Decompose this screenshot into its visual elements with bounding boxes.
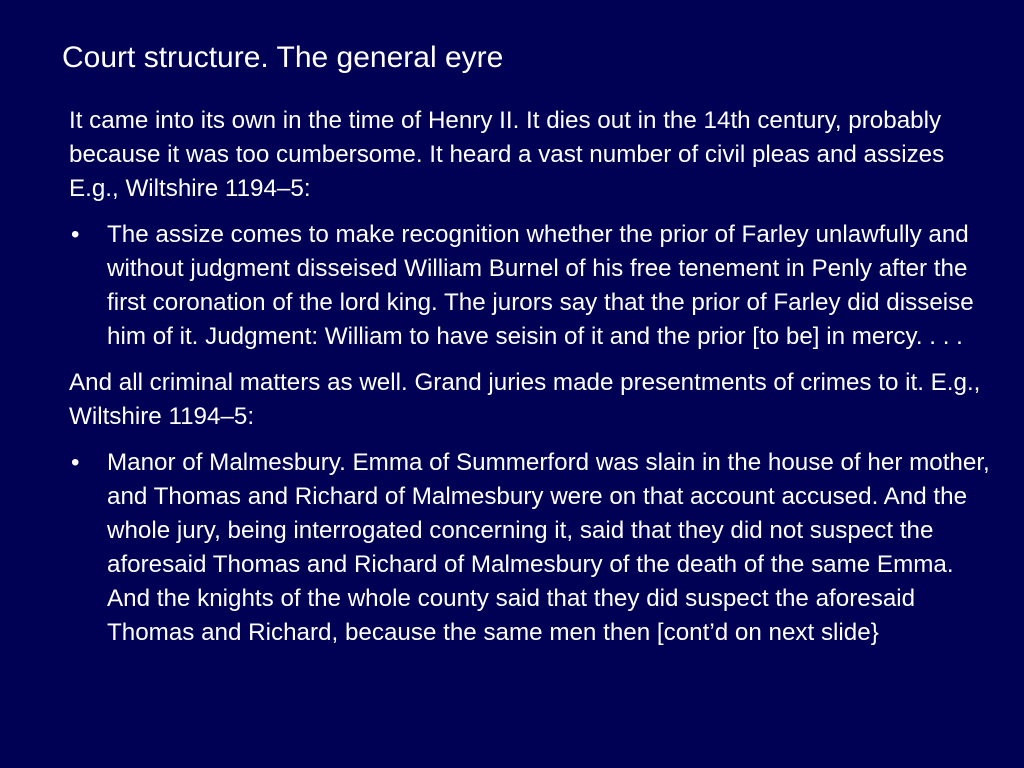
bullet-civil-plea-example xyxy=(69,218,999,354)
bullet-criminal-example xyxy=(69,446,999,650)
bullet-marker: • xyxy=(71,221,80,248)
criminal-paragraph: And all criminal matters as well. Grand juries made presentments of crimes to it. E.g., Wiltshire 1194–5: xyxy=(69,369,981,430)
bullet-text: The assize comes to make recognition whether the prior of Farley unlawfully and without judgment disseised William Burnel of his free tenement in Penly after the first coronation of the lord king. The jurors say that the prior of Farley did disseise him of it. Judgment: William to have seisin of it and the prior [to be] in mercy. . . . xyxy=(107,221,974,350)
bullet-marker: • xyxy=(71,449,80,476)
slide-body xyxy=(69,104,999,662)
intro-paragraph: It came into its own in the time of Henry II. It dies out in the 14th century, probably because it was too cumbersome. It heard a vast number of civil pleas and assizes E.g., Wiltshire 1194–5: xyxy=(69,107,945,202)
slide-title: Court structure. The general eyre xyxy=(62,41,504,74)
bullet-text: Manor of Malmesbury. Emma of Summerford was slain in the house of her mother, and Thomas and Richard of Malmesbury were on that account accused. And the whole jury, being interrogated concerning it, said that they did not suspect the aforesaid Thomas and Richard of Malmesbury of the death of the same Emma. And the knights of the whole county said that they did suspect the aforesaid Thomas and Richard, because the same men then [cont’d on next slide} xyxy=(107,449,990,646)
